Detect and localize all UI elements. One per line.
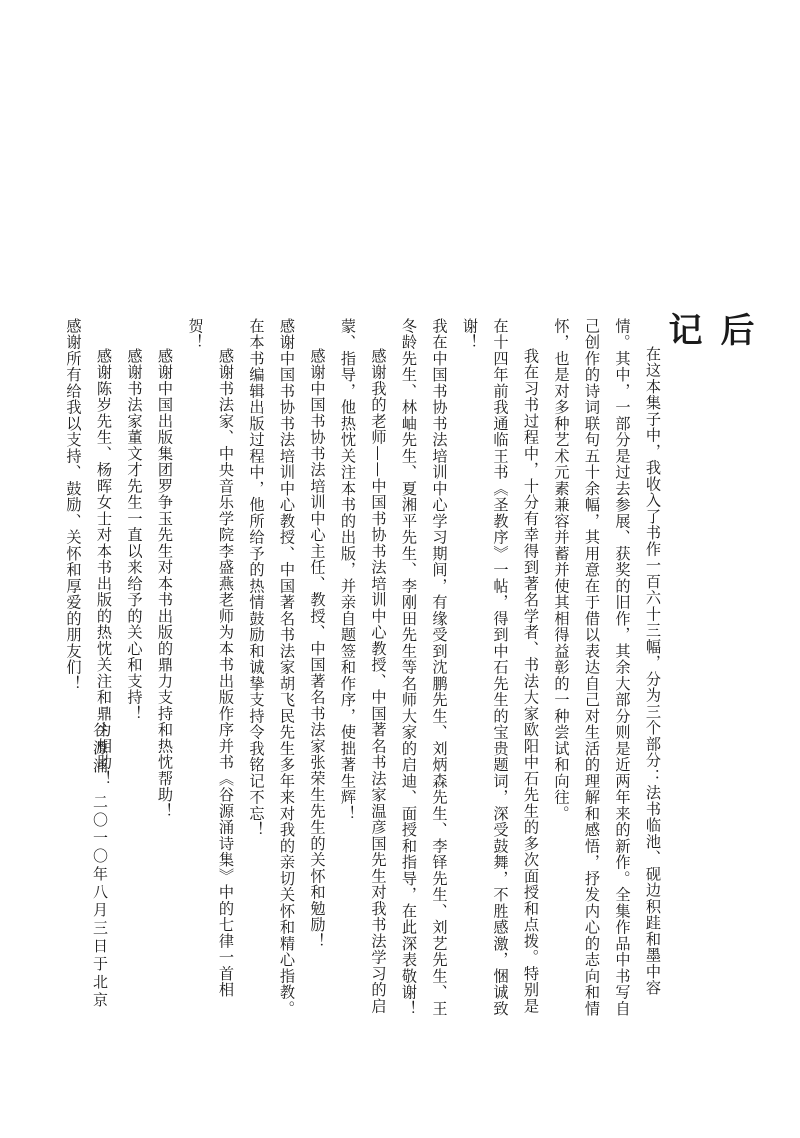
paragraph: 感谢中国书协书法培训中心主任、教授、中国著名书法家张荣生先生的关怀和勉励！ — [308, 348, 327, 950]
paragraph: 我在中国书协书法培训中心学习期间，有缘受到沈鹏先生、刘炳森先生、李铎先生、刘艺先生、王冬龄先生、林岫先生、夏湘平先生、李刚田先生等名师大家的启迪、面授和指导，在此深表敬谢！ — [400, 318, 449, 1017]
paragraph: 在这本集子中，我收入了书作一百六十三幅，分为三个部分：法书临池、砚边积跬和墨中容情。其中，一部分是过去参展、获奖的旧作，其余大部分则是近两年来的新作。全集作品中书写自己创作的诗词联句五十余幅，其用意在于借以表达自己对生活的理解和感悟，抒发内心的志向和情怀，也是对多种艺术元素兼容并蓄并使其相得益彰的一种尝试和向往。 — [552, 318, 662, 1017]
paragraph: 感谢我的老师——中国书协书法培训中心教授、中国著名书法家温彦国先生对我书法学习的启蒙、指导，他热忱关注本书的出版，并亲自题签和作序，使拙著生辉！ — [339, 318, 388, 1015]
paragraph: 感谢中国书协书法培训中心教授、中国著名书法家胡飞民先生多年来对我的亲切关怀和精心指教。在本书编辑出版过程中，他所给予的热情鼓励和诚挚支持令我铭记不忘！ — [247, 318, 296, 1017]
paragraph: 感谢所有给我以支持、鼓励、关怀和厚爱的朋友们！ — [64, 318, 83, 692]
signature-date: 谷源涌 二〇一〇年八月三日于北京 — [91, 722, 109, 1010]
page-title: 后 记 — [662, 312, 754, 468]
paragraph: 感谢书法家董文才先生一直以来给予的关心和支持！ — [125, 348, 144, 723]
paragraph: 我在习书过程中，十分有幸得到著名学者、书法大家欧阳中石先生的多次面授和点拨。特别是在十四年前我通临王书《圣教序》一帖，得到中石先生的宝贵题词，深受鼓舞，不胜感激，悃诚致谢！ — [461, 318, 540, 1017]
paragraph: 感谢中国出版集团罗争玉先生对本书出版的鼎力支持和热忱帮助！ — [156, 348, 174, 820]
paragraph: 感谢书法家、中央音乐学院李盛燕老师为本书出版作序并书《谷源涌诗集》中的七律一首相贺！ — [186, 318, 235, 999]
paragraph: 感谢陈岁先生、杨晖女士对本书出版的热忱关注和鼎力相助！ — [95, 348, 113, 788]
